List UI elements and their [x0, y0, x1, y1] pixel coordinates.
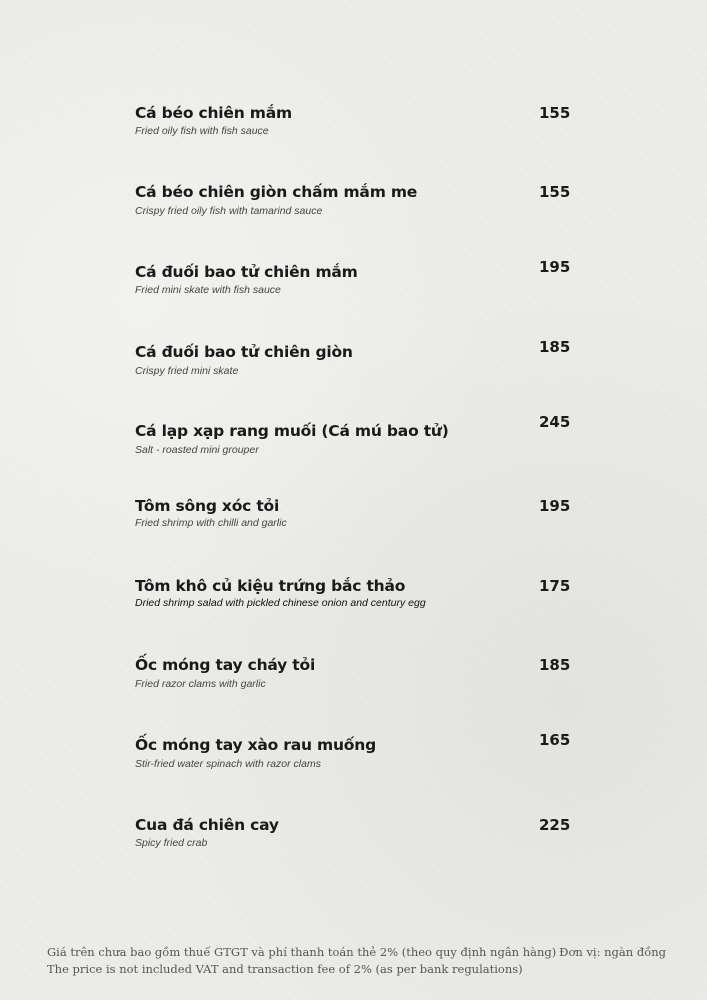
item-description: Crispy fried oily fish with tamarind sauce: [135, 205, 323, 217]
item-price: 225: [539, 816, 571, 834]
item-name: Tôm sông xóc tỏi: [135, 497, 280, 515]
item-price: 195: [539, 258, 571, 276]
menu-footer: [47, 944, 672, 978]
item-description: Stir-fried water spinach with razor clams: [135, 758, 321, 770]
item-price: 185: [539, 656, 571, 674]
item-name: Cá đuối bao tử chiên giòn: [135, 343, 353, 361]
currency-unit-note: Đơn vị: ngàn đồng: [559, 945, 666, 959]
item-price: 155: [539, 183, 571, 201]
item-price: 175: [539, 577, 571, 595]
item-name: Cua đá chiên cay: [135, 816, 279, 834]
item-name: Cá béo chiên giòn chấm mắm me: [135, 183, 418, 201]
item-name: Ốc móng tay cháy tỏi: [135, 656, 316, 674]
item-name: Tôm khô củ kiệu trứng bắc thảo: [135, 577, 406, 595]
item-price: 245: [539, 413, 571, 431]
item-price: 185: [539, 338, 571, 356]
footer-note-en: The price is not included VAT and transaction fee of 2% (as per bank regulations): [47, 962, 523, 976]
item-description: Crispy fried mini skate: [135, 365, 239, 377]
item-description: Fried mini skate with fish sauce: [135, 284, 281, 296]
item-price: 165: [539, 731, 571, 749]
item-description: Salt - roasted mini grouper: [135, 444, 259, 456]
item-description: Fried oily fish with fish sauce: [135, 125, 269, 137]
item-description: Spicy fried crab: [135, 837, 208, 849]
footer-note-vi: Giá trên chưa bao gồm thuế GTGT và phí thanh toán thẻ 2% (theo quy định ngân hàng): [47, 945, 557, 959]
item-description: Fried razor clams with garlic: [135, 678, 266, 690]
item-name: Cá béo chiên mắm: [135, 104, 292, 122]
item-description: Dried shrimp salad with pickled chinese onion and century egg: [135, 597, 426, 609]
item-description: Fried shrimp with chilli and garlic: [135, 517, 287, 529]
item-name: Ốc móng tay xào rau muống: [135, 736, 376, 754]
item-price: 155: [539, 104, 571, 122]
item-price: 195: [539, 497, 571, 515]
item-name: Cá đuối bao tử chiên mắm: [135, 263, 358, 281]
item-name: Cá lạp xạp rang muối (Cá mú bao tử): [135, 422, 449, 440]
